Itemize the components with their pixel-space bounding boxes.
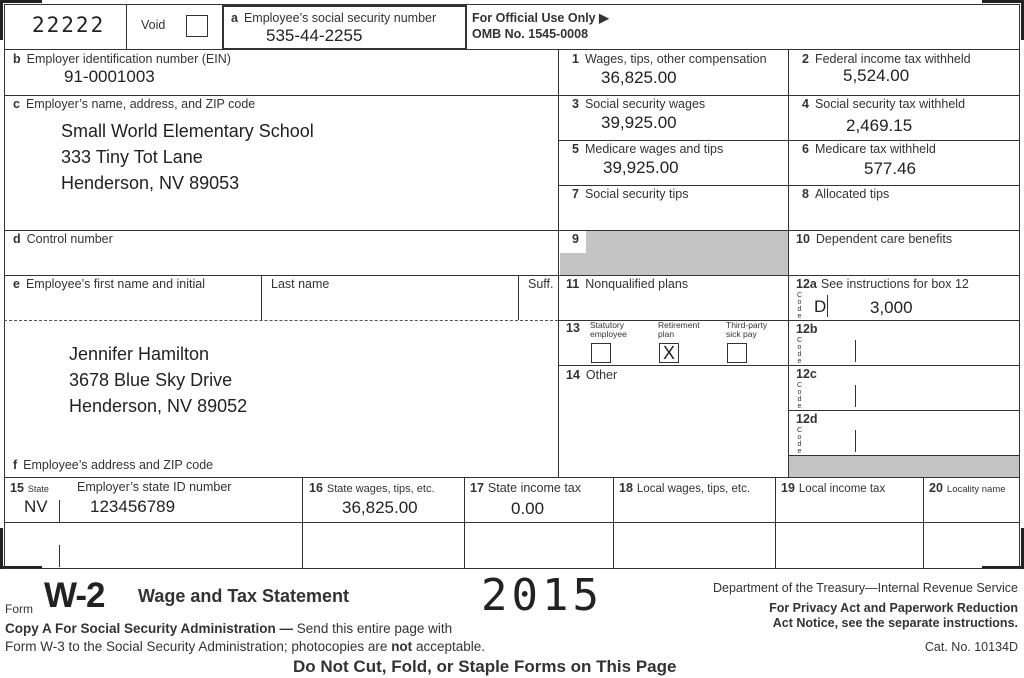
rule-v-12b-code: [855, 340, 856, 362]
ssn-value: 535-44-2255: [266, 26, 363, 45]
box-18-label-text: Local wages, tips, etc.: [636, 483, 751, 495]
employer-label-text: Employer’s name, address, and ZIP code: [25, 97, 256, 111]
frame-left: [4, 4, 5, 568]
box-15-id: 123456789: [90, 497, 176, 516]
box-6-num: 6: [802, 142, 809, 156]
box-6-label: [802, 142, 936, 156]
box-13-thirdparty-checkbox[interactable]: [727, 343, 747, 363]
box-20-num: 20: [929, 481, 943, 495]
rule-v-first-last: [261, 275, 262, 320]
ein-label: [13, 52, 231, 66]
box-12a-num: 12a: [796, 277, 817, 291]
box-16-label: [309, 481, 435, 496]
employee-first-label-text: Employee’s first name and initial: [25, 277, 205, 291]
rule-d-e: [4, 275, 1020, 276]
box-5-label: [572, 142, 723, 156]
box-7-num: 7: [572, 187, 579, 201]
omb-number: OMB No. 1545-0008: [472, 27, 589, 41]
box-17-label: [470, 481, 581, 495]
employee-name-letter: e: [13, 277, 20, 291]
box-8-label: [802, 187, 889, 201]
rule-state-mid: [4, 522, 1020, 523]
box-1-value: 36,825.00: [601, 68, 677, 87]
employee-address-label-text: Employee’s address and ZIP code: [23, 458, 214, 472]
privacy-notice-1: For Privacy Act and Paperwork Reduction: [769, 601, 1018, 615]
box-13-thirdparty-label: Third-party sick pay: [726, 320, 768, 339]
void-label: Void: [141, 18, 166, 32]
rule-12b-12c: [788, 365, 1020, 366]
box-5-num: 5: [572, 142, 579, 156]
employee-first-label: [13, 277, 205, 291]
corner-mark-top-right: [982, 0, 1024, 3]
void-checkbox[interactable]: [186, 15, 208, 37]
box-12a-label: [796, 277, 969, 291]
box-15-label-text: State: [27, 484, 49, 494]
corner-mark-top-left-v: [0, 0, 3, 40]
form-word: Form: [5, 602, 33, 616]
box-20-label-text: Locality name: [946, 484, 1006, 495]
box-10-label: [796, 232, 952, 246]
box-15-num: 15: [10, 481, 24, 495]
employee-last-label: Last name: [271, 277, 330, 291]
box-12d-code-word: Code: [796, 427, 803, 455]
rule-v-18-19: [775, 477, 776, 568]
form-title: Wage and Tax Statement: [138, 586, 350, 606]
employer-name: Small World Elementary School: [61, 121, 314, 141]
corner-mark-top-left: [0, 0, 42, 3]
employer-label: [13, 97, 255, 111]
rule-v-15-16: [302, 477, 303, 568]
box-12d-num: 12d: [796, 412, 818, 426]
frame-top: [4, 4, 1020, 5]
box-2-value: 5,524.00: [843, 66, 910, 85]
corner-mark-bottom-left-v: [0, 528, 3, 568]
rule-b-c: [4, 95, 1020, 96]
ssn-letter: a: [231, 11, 238, 25]
treasury-dept: Department of the Treasury—Internal Revenue Service: [712, 581, 1018, 595]
control-letter: d: [13, 232, 21, 246]
box-19-label-text: Local income tax: [798, 483, 886, 495]
box-13-num: 13: [566, 321, 580, 335]
employee-street: 3678 Blue Sky Drive: [69, 370, 233, 390]
box-12a-code: D: [814, 297, 827, 316]
box-12c-num: 12c: [796, 367, 817, 381]
box-3-value: 39,925.00: [601, 113, 677, 132]
rule-v-12a-code: [827, 295, 828, 317]
rule-v-12c-code: [855, 385, 856, 407]
control-label: [13, 232, 113, 246]
box-11-label: [566, 277, 688, 291]
box-12b-code-word: Code: [796, 337, 803, 365]
box-13-retirement-label: Retirement plan: [658, 320, 700, 339]
box-12-shade: [789, 455, 1019, 477]
box-8-label-text: Allocated tips: [814, 187, 890, 201]
employer-address: [61, 118, 314, 196]
box-1-label: [572, 52, 767, 66]
rule-v-19-20: [923, 477, 924, 568]
employee-name: Jennifer Hamilton: [69, 344, 210, 364]
box-13-statutory-checkbox[interactable]: [591, 343, 611, 363]
privacy-notice-2: Act Notice, see the separate instructions.: [772, 616, 1018, 630]
ein-value: 91-0001003: [64, 67, 155, 86]
employee-address-letter: f: [13, 458, 18, 472]
rule-5-7: [558, 185, 1020, 186]
rule-3-5: [558, 140, 1020, 141]
box-11-num: 11: [566, 277, 580, 291]
employer-letter: c: [13, 97, 20, 111]
box-18-label: [619, 481, 750, 496]
box-13-label: [566, 321, 586, 335]
box-1-label-text: Wages, tips, other compensation: [584, 52, 767, 66]
box-19-num: 19: [781, 481, 795, 495]
box-8-num: 8: [802, 187, 809, 201]
rule-v-15-state: [59, 500, 60, 522]
box-13-statutory-label: Statutory employee: [590, 320, 627, 339]
box-6-value: 577.46: [864, 159, 916, 178]
copy-a-not: not: [391, 639, 413, 654]
rule-v-mid: [558, 49, 559, 477]
rule-v-code: [126, 4, 127, 49]
copy-a-line-2b: acceptable.: [412, 639, 485, 654]
copy-a-line-2: [5, 639, 485, 654]
box-14-num: 14: [566, 368, 580, 382]
catalog-number: Cat. No. 10134D: [924, 640, 1018, 654]
box-9-shade-low: [560, 253, 590, 275]
box-16-label-text: State wages, tips, etc.: [326, 483, 435, 495]
box-12b-num: 12b: [796, 322, 818, 336]
rule-v-15-state-2: [59, 545, 60, 567]
box-11-label-text: Nonqualified plans: [585, 277, 689, 291]
box-4-label-text: Social security tax withheld: [814, 97, 966, 111]
copy-a-line-1: [5, 621, 452, 636]
copy-a-line-2a: Form W-3 to the Social Security Administration; photocopies are: [5, 639, 392, 654]
box-9-label: [572, 232, 585, 246]
frame-bottom: [4, 568, 1020, 569]
form-code: 22222: [32, 13, 106, 37]
rule-c-d: [4, 230, 1020, 231]
box-1-num: 1: [572, 52, 579, 66]
box-4-value: 2,469.15: [846, 116, 913, 135]
employee-suffix-label: Suff.: [528, 277, 554, 291]
employee-city: Henderson, NV 89052: [69, 396, 248, 416]
box-10-label-text: Dependent care benefits: [815, 232, 953, 246]
box-17-label-text: State income tax: [487, 481, 582, 495]
box-3-num: 3: [572, 97, 579, 111]
ein-letter: b: [13, 52, 21, 66]
box-4-num: 4: [802, 97, 809, 111]
box-2-label-text: Federal income tax withheld: [814, 52, 971, 66]
box-16-num: 16: [309, 481, 323, 495]
box-12c-code-word: Code: [796, 382, 803, 410]
box-12a-value: 3,000: [870, 298, 913, 317]
ein-label-text: Employer identification number (EIN): [26, 52, 231, 66]
rule-v-16-17: [464, 477, 465, 568]
rule-v-12d-code: [855, 430, 856, 452]
rule-v-right: [788, 49, 789, 477]
box-5-label-text: Medicare wages and tips: [584, 142, 724, 156]
box-12b-label: [796, 322, 824, 336]
copy-a-bold: Copy A For Social Security Administration —: [5, 621, 294, 636]
box-12a-label-text: See instructions for box 12: [820, 277, 969, 291]
rule-e-f-dashed: [4, 320, 558, 321]
ssn-label-text: Employee’s social security number: [243, 11, 437, 25]
box-17-value: 0.00: [511, 499, 545, 518]
ssn-label: [231, 11, 436, 25]
box-13-retirement-checkbox[interactable]: X: [659, 343, 679, 363]
box-6-label-text: Medicare tax withheld: [814, 142, 936, 156]
box-7-label: [572, 187, 688, 201]
rule-v-last-suff: [518, 275, 519, 320]
employer-street: 333 Tiny Tot Lane: [61, 147, 203, 167]
box-20-label: [929, 481, 1006, 497]
copy-a-rest: Send this entire page with: [293, 621, 453, 636]
employer-city: Henderson, NV 89053: [61, 173, 240, 193]
box-5-value: 39,925.00: [603, 158, 679, 177]
employee-address: [69, 341, 247, 419]
rule-header: [4, 49, 1020, 50]
box-9-shade: [586, 231, 788, 275]
box-16-value: 36,825.00: [342, 498, 418, 517]
box-12c-label: [796, 367, 823, 381]
box-3-label-text: Social security wages: [584, 97, 706, 111]
rule-13-14: [558, 365, 788, 366]
rule-state-top: [4, 477, 1020, 478]
box-2-label: [802, 52, 971, 66]
box-9-num: 9: [572, 232, 579, 246]
box-3-label: [572, 97, 705, 111]
box-4-label: [802, 97, 965, 111]
frame-right: [1019, 4, 1020, 568]
box-14-label: [566, 368, 617, 382]
tax-year: 2015: [481, 570, 603, 621]
box-15-id-label: Employer’s state ID number: [77, 480, 232, 494]
rule-v-17-18: [613, 477, 614, 568]
box-17-num: 17: [470, 481, 484, 495]
rule-12d-end: [788, 455, 1020, 456]
box-15-state: NV: [24, 497, 48, 516]
form-name: W-2: [44, 576, 105, 615]
box-15-label: [10, 481, 49, 496]
employee-address-label: [13, 458, 213, 472]
official-use: For Official Use Only ▶: [472, 11, 609, 25]
box-19-label: [781, 481, 885, 496]
control-label-text: Control number: [26, 232, 113, 246]
do-not-cut-notice: Do Not Cut, Fold, or Staple Forms on This Page: [293, 657, 677, 676]
box-2-num: 2: [802, 52, 809, 66]
box-12a-code-word: Code: [796, 292, 803, 320]
box-7-label-text: Social security tips: [584, 187, 689, 201]
box-10-num: 10: [796, 232, 810, 246]
box-12d-label: [796, 412, 824, 426]
rule-12c-12d: [788, 410, 1020, 411]
box-18-num: 18: [619, 481, 633, 495]
box-14-label-text: Other: [585, 368, 618, 382]
